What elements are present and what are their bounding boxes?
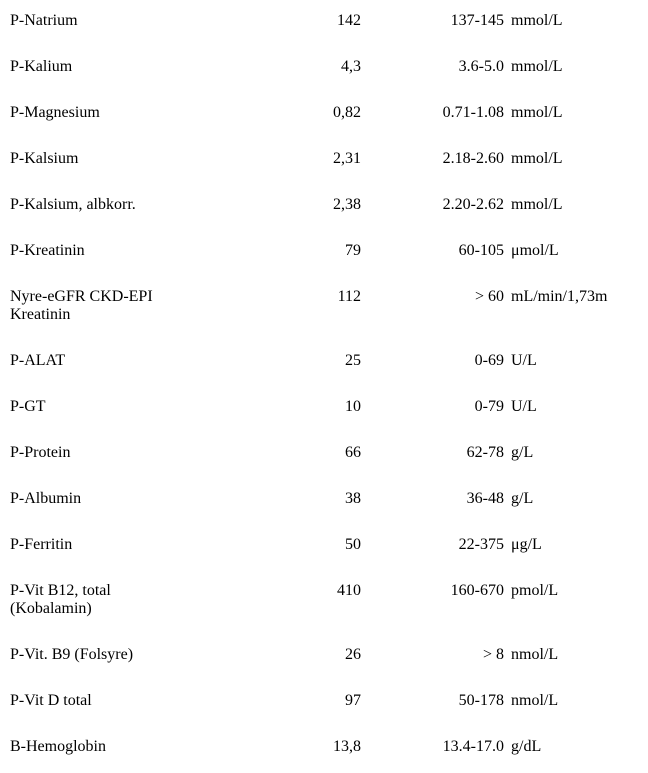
- test-unit: μg/L: [511, 536, 542, 553]
- test-name: P-Kalsium, albkorr.: [10, 196, 136, 213]
- test-name: P-Kalsium: [10, 150, 79, 167]
- table-row: [0, 276, 648, 340]
- reference-range: > 60: [474, 288, 504, 305]
- reference-range: 50-178: [458, 692, 504, 709]
- table-row: [0, 570, 648, 634]
- table-row: [0, 478, 648, 524]
- table-row: [0, 138, 648, 184]
- test-name: P-Kalium: [10, 58, 73, 75]
- test-name: P-Kreatinin: [10, 242, 85, 259]
- test-name: P-Protein: [10, 444, 71, 461]
- table-row: [0, 726, 648, 772]
- reference-range: 62-78: [466, 444, 504, 461]
- test-value: 25: [345, 352, 361, 369]
- reference-range: 13.4-17.0: [442, 738, 504, 755]
- test-unit: mmol/L: [511, 12, 563, 29]
- reference-range: 36-48: [466, 490, 504, 507]
- test-unit: mmol/L: [511, 150, 563, 167]
- test-name: Nyre-eGFR CKD-EPI Kreatinin: [10, 288, 153, 323]
- test-value: 142: [337, 12, 361, 29]
- table-row: [0, 340, 648, 386]
- test-value: 13,8: [333, 738, 361, 755]
- test-unit: g/dL: [511, 738, 542, 755]
- test-unit: μmol/L: [511, 242, 559, 259]
- test-value: 66: [345, 444, 361, 461]
- test-unit: g/L: [511, 490, 534, 507]
- table-row: [0, 634, 648, 680]
- table-row: [0, 0, 648, 46]
- reference-range: > 8: [482, 646, 504, 663]
- reference-range: 0-79: [474, 398, 504, 415]
- reference-range: 60-105: [458, 242, 504, 259]
- test-name: P-Vit D total: [10, 692, 92, 709]
- test-value: 97: [345, 692, 361, 709]
- test-name: P-Magnesium: [10, 104, 100, 121]
- test-value: 79: [345, 242, 361, 259]
- table-row: [0, 432, 648, 478]
- table-row: [0, 184, 648, 230]
- test-value: 26: [345, 646, 361, 663]
- test-value: 410: [337, 582, 361, 599]
- table-row: [0, 92, 648, 138]
- test-name: P-ALAT: [10, 352, 66, 369]
- reference-range: 137-145: [450, 12, 504, 29]
- test-value: 50: [345, 536, 361, 553]
- test-name: P-Vit B12, total (Kobalamin): [10, 582, 111, 617]
- test-name: P-Ferritin: [10, 536, 73, 553]
- reference-range: 3.6-5.0: [458, 58, 504, 75]
- test-unit: U/L: [511, 398, 537, 415]
- table-row: [0, 524, 648, 570]
- table-row: [0, 386, 648, 432]
- test-name: P-Albumin: [10, 490, 82, 507]
- test-unit: mmol/L: [511, 58, 563, 75]
- test-value: 38: [345, 490, 361, 507]
- table-row: [0, 680, 648, 726]
- test-unit: pmol/L: [511, 582, 559, 599]
- test-unit: mmol/L: [511, 196, 563, 213]
- reference-range: 22-375: [458, 536, 504, 553]
- test-value: 4,3: [341, 58, 361, 75]
- test-unit: mL/min/1,73m: [511, 288, 608, 305]
- test-unit: nmol/L: [511, 692, 559, 709]
- test-name: P-Natrium: [10, 12, 78, 29]
- reference-range: 0.71-1.08: [442, 104, 504, 121]
- test-name: P-GT: [10, 398, 46, 415]
- test-value: 0,82: [333, 104, 361, 121]
- reference-range: 160-670: [450, 582, 504, 599]
- table-row: [0, 230, 648, 276]
- reference-range: 2.18-2.60: [442, 150, 504, 167]
- test-value: 112: [337, 288, 361, 305]
- reference-range: 2.20-2.62: [442, 196, 504, 213]
- test-unit: U/L: [511, 352, 537, 369]
- test-value: 2,31: [333, 150, 361, 167]
- test-unit: g/L: [511, 444, 534, 461]
- test-name: P-Vit. B9 (Folsyre): [10, 646, 134, 663]
- test-name: B-Hemoglobin: [10, 738, 106, 755]
- test-unit: mmol/L: [511, 104, 563, 121]
- reference-range: 0-69: [474, 352, 504, 369]
- test-value: 2,38: [333, 196, 361, 213]
- test-value: 10: [345, 398, 361, 415]
- table-row: [0, 46, 648, 92]
- test-unit: nmol/L: [511, 646, 559, 663]
